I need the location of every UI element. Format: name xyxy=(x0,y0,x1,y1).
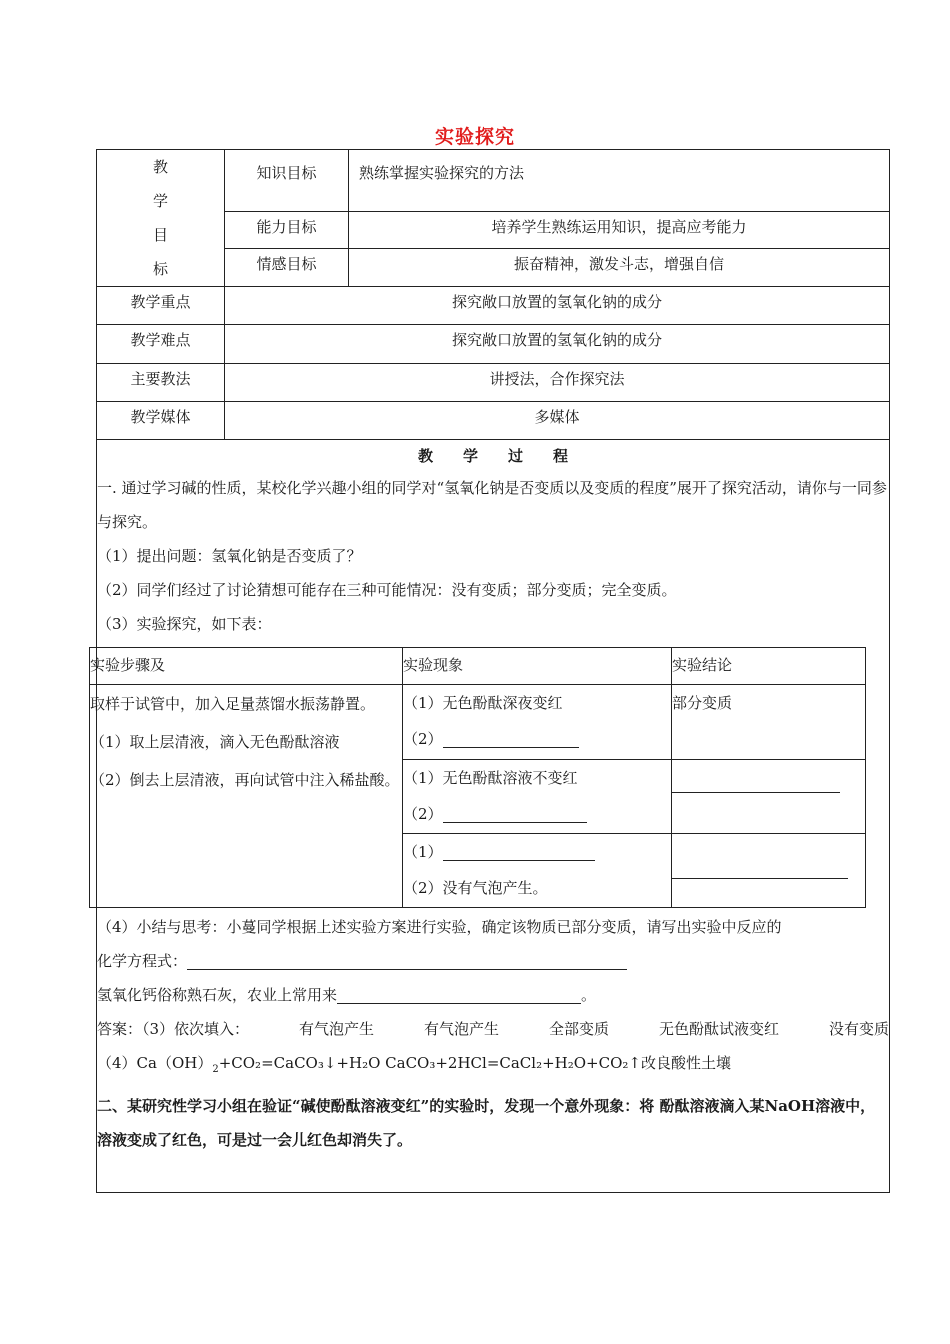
objective-label-emotion: 情感目标 xyxy=(225,249,349,287)
experiment-table xyxy=(89,647,866,908)
answer-line xyxy=(97,1012,889,1046)
answer-item: 有气泡产生 xyxy=(299,1020,375,1038)
equation-label: 化学方程式： xyxy=(97,952,188,970)
row3-obs1-blank[interactable] xyxy=(443,846,595,861)
info-label-media: 教学媒体 xyxy=(97,402,225,440)
objectives-char: 学 xyxy=(152,192,168,210)
steps-cell xyxy=(90,685,403,908)
process-heading: 教学过程 xyxy=(417,447,598,465)
objective-value-emotion: 振奋精神，激发斗志，增强自信 xyxy=(349,249,890,287)
answer-4-prefix: （4）Ca（OH） xyxy=(97,1054,213,1072)
row1-obs2-blank[interactable] xyxy=(443,733,579,748)
question-2: （2）同学们经过了讨论猜想可能存在三种可能情况：没有变质；部分变质；完全变质。 xyxy=(97,581,677,599)
row3-conclusion-blank[interactable] xyxy=(672,864,848,879)
row1-obs2: （2） xyxy=(403,730,443,748)
objective-value-ability: 培养学生熟练运用知识，提高应考能力 xyxy=(349,212,890,249)
header-phenomena: 实验现象 xyxy=(403,648,672,685)
objective-label-ability: 能力目标 xyxy=(225,212,349,249)
row3-conclusion xyxy=(672,834,866,908)
row3-observations xyxy=(403,834,672,908)
intro-paragraph: 一. 通过学习碱的性质，某校化学兴趣小组的同学对“氢氧化钠是否变质以及变质的程度”展开了探究活动，请你与一同参与探究。 xyxy=(97,479,887,531)
row2-conclusion-blank[interactable] xyxy=(672,778,840,793)
row2-obs2-blank[interactable] xyxy=(443,808,587,823)
lesson-plan-table xyxy=(90,149,890,1193)
lime-use-line xyxy=(97,978,889,1012)
objectives-char: 教 xyxy=(152,158,168,176)
equation-line xyxy=(97,944,889,978)
step-1-text: （1）取上层清液，滴入无色酚酞溶液 xyxy=(90,733,340,751)
info-label-method: 主要教法 xyxy=(97,364,225,402)
objectives-char: 标 xyxy=(152,260,168,278)
row3-obs1: （1） xyxy=(403,843,443,861)
row1-conclusion: 部分变质 xyxy=(672,685,866,760)
info-value-difficulty: 探究敞口放置的氢氧化钠的成分 xyxy=(225,325,890,364)
row2-obs1: （1）无色酚酞溶液不变红 xyxy=(403,769,578,787)
answer-label: 答案：（3）依次填入： xyxy=(97,1020,250,1038)
row2-conclusion xyxy=(672,760,866,834)
answer-item: 有气泡产生 xyxy=(424,1020,500,1038)
objectives-char: 目 xyxy=(152,226,168,244)
question-1: （1）提出问题：氢氧化钠是否变质了？ xyxy=(97,547,362,565)
answer-item: 全部变质 xyxy=(548,1020,609,1038)
row3-obs2: （2）没有气泡产生。 xyxy=(403,879,548,897)
row2-obs2: （2） xyxy=(403,805,443,823)
objective-value-knowledge: 熟练掌握实验探究的方法 xyxy=(349,150,890,212)
part-2-paragraph: 二、某研究性学习小组在验证“碱使酚酞溶液变红”的实验时，发现一个意外现象：将 酚酞溶液滴入某NaOH溶液中，溶液变成了红色，可是过一会儿红色却消失了。 xyxy=(97,1097,876,1149)
header-conclusion: 实验结论 xyxy=(672,648,866,685)
info-value-focus: 探究敞口放置的氢氧化钠的成分 xyxy=(225,287,890,325)
page-title: 实验探究 xyxy=(434,126,515,148)
info-value-method: 讲授法，合作探究法 xyxy=(225,364,890,402)
lime-use-text: 氢氧化钙俗称熟石灰，农业上常用来 xyxy=(97,986,338,1004)
objective-label-knowledge: 知识目标 xyxy=(225,150,349,212)
question-3: （3）实验探究，如下表： xyxy=(97,615,272,633)
lime-use-blank[interactable] xyxy=(337,989,581,1004)
header-steps: 实验步骤及 xyxy=(90,648,403,685)
question-4: （4）小结与思考：小蔓同学根据上述实验方案进行实验，确定该物质已部分变质，请写出实验中反应的 xyxy=(97,918,782,936)
row2-observations xyxy=(403,760,672,834)
answer-item: 没有变质 xyxy=(828,1020,889,1038)
row1-obs1: （1）无色酚酞深夜变红 xyxy=(403,694,563,712)
row1-observations xyxy=(403,685,672,760)
objectives-header xyxy=(97,150,225,287)
equation-blank[interactable] xyxy=(187,955,627,970)
lime-use-end: 。 xyxy=(581,986,597,1004)
answer-4-rest: +CO₂=CaCO₃↓+H₂O CaCO₃+2HCl=CaCl₂+H₂O+CO₂↑改良酸性土壤 xyxy=(218,1054,731,1072)
step-2-text: （2）倒去上层清液，再向试管中注入稀盐酸。 xyxy=(90,771,400,789)
info-label-difficulty: 教学难点 xyxy=(97,325,225,364)
teaching-process xyxy=(90,440,890,1193)
answer-item: 无色酚酞试液变红 xyxy=(658,1020,779,1038)
steps-text: 取样于试管中，加入足量蒸馏水振荡静置。 xyxy=(90,695,376,713)
answer-4-subscript: 2 xyxy=(212,1064,219,1075)
info-value-media: 多媒体 xyxy=(225,402,890,440)
info-label-focus: 教学重点 xyxy=(97,287,225,325)
answer-4-line xyxy=(97,1046,889,1087)
